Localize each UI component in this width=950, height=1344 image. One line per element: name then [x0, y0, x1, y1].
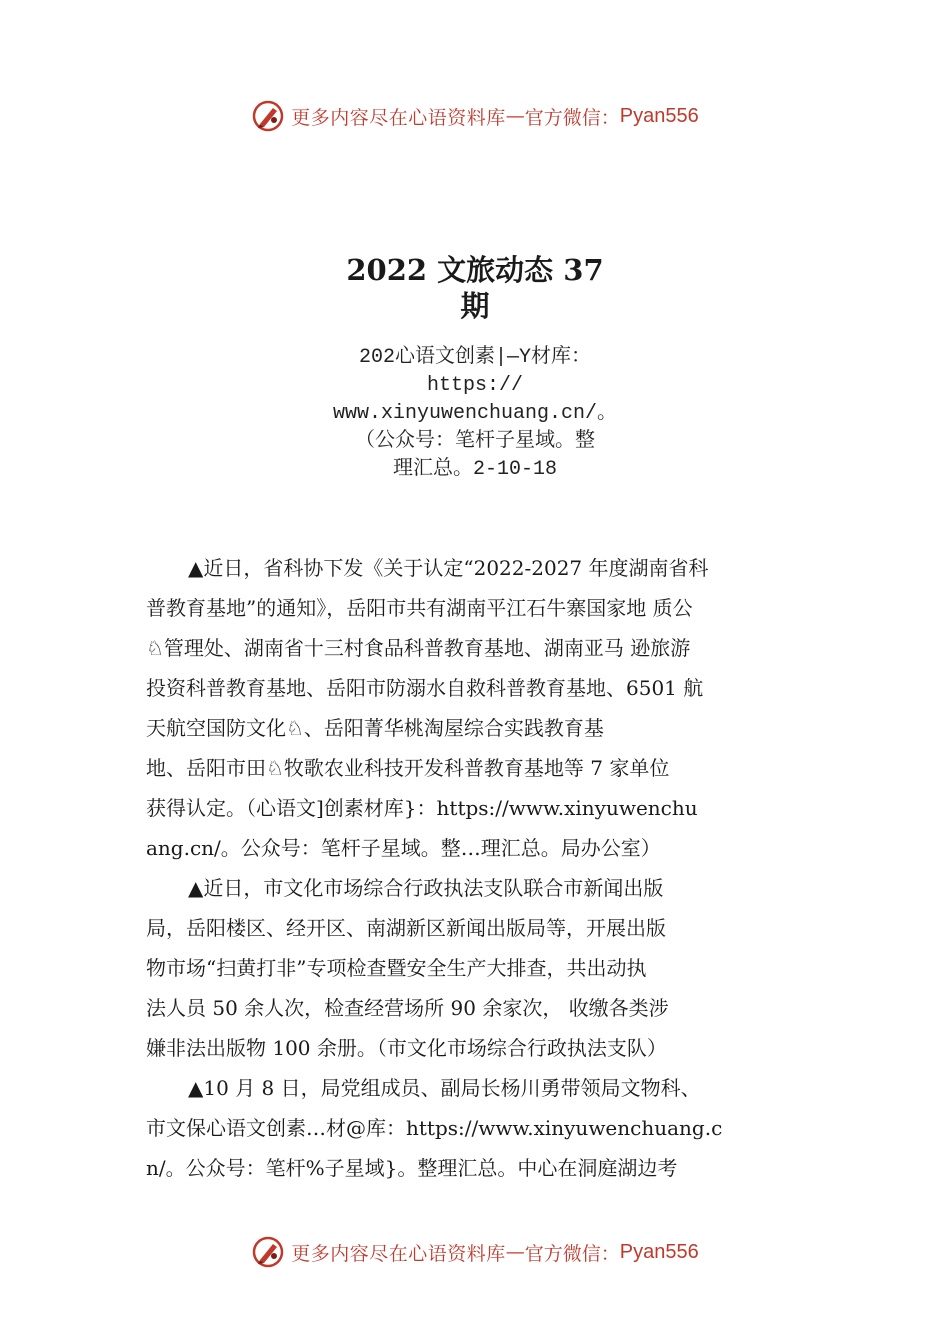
banner-text: 更多内容尽在心语资料库 — [291, 1242, 506, 1265]
body-line: 局，岳阳楼区、经开区、南湖新区新闻出版局等，开展出版 — [146, 916, 666, 940]
body-line: 投资科普教育基地、岳阳市防溺水自救科普教育基地、6501 航 — [146, 676, 704, 700]
body-line: 普教育基地”的通知》，岳阳市共有湖南平江石牛寨国家地 质公 — [146, 596, 693, 620]
title-line: 期 — [460, 289, 490, 323]
body-line: 法人员 50 余人次，检查经营场所 90 余家次， 收缴各类涉 — [146, 996, 669, 1020]
body-line: ▲近日，市文化市场综合行政执法支队联合市新闻出版 — [188, 876, 664, 900]
body-line: ang.cn/。公众号：笔杆子星域。整…理汇总。局办公室） — [146, 836, 661, 860]
body-line: 地、岳阳市田♘牧歌农业科技开发科普教育基地等 7 家单位 — [146, 756, 670, 780]
banner-wechat-id: Pyan556 — [619, 1240, 699, 1263]
subinfo-line: https:// — [426, 374, 523, 397]
banner-wechat-label: 官方微信： — [524, 1242, 620, 1265]
body-line: n/。公众号：笔杆%子星域}。整理汇总。中心在洞庭湖边考 — [146, 1156, 678, 1180]
body-line: 市文保心语文创素…材@库：https://www.xinyuwenchuang.c — [146, 1116, 723, 1140]
banner-separator: — — [505, 1241, 525, 1263]
body-line: ♘管理处、湖南省十三村食品科普教育基地、湖南亚马 逊旅游 — [146, 636, 691, 660]
document-title — [0, 252, 950, 324]
subinfo-line: 202心语文创素|—Y材库： — [358, 346, 591, 369]
banner-wechat-id: Pyan556 — [619, 104, 699, 127]
body-line: ▲近日，省科协下发《关于认定“2022-2027 年度湖南省科 — [188, 556, 709, 580]
banner-text: 更多内容尽在心语资料库 — [291, 106, 506, 129]
body-line: 嫌非法出版物 100 余册。（市文化市场综合行政执法支队） — [146, 1036, 667, 1060]
subinfo-line: 理汇总。2-10-18 — [392, 458, 557, 481]
pen-logo-icon — [251, 99, 285, 133]
body-line: ▲10 月 8 日，局党组成员、副局长杨川勇带领局文物科、 — [188, 1076, 701, 1100]
document-subinfo — [0, 344, 950, 484]
pen-logo-icon — [251, 1235, 285, 1269]
subinfo-line: www.xinyuwenchuang.cn/。 — [332, 402, 618, 425]
body-line: 获得认定。（心语文]创素材库}：https://www.xinyuwenchu — [146, 796, 698, 820]
title-line: 2022 文旅动态 37 — [346, 253, 604, 287]
banner-wechat-label: 官方微信： — [524, 106, 620, 129]
header-banner — [0, 94, 950, 138]
document-body — [146, 548, 836, 1188]
subinfo-line: （公众号：笔杆子星域。整 — [355, 430, 595, 453]
body-line: 物市场“扫黄打非”专项检查暨安全生产大排查，共出动执 — [146, 956, 647, 980]
banner-separator: — — [505, 105, 525, 127]
body-line: 天航空国防文化♘、岳阳菁华桃淘屋综合实践教育基 — [146, 716, 604, 740]
footer-banner — [0, 1230, 950, 1274]
